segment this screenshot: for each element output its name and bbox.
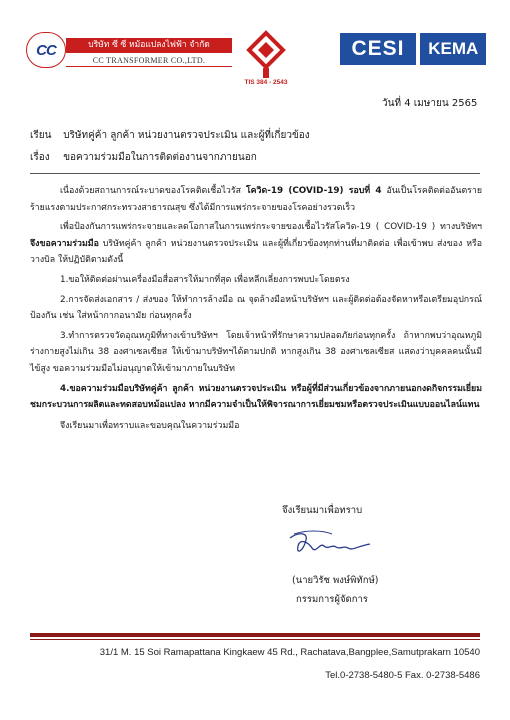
header-divider <box>30 173 480 174</box>
letter-date: วันที่ 4 เมษายน 2565 <box>382 98 478 109</box>
request-text-a: เพื่อป้องกันการแพร่กระจายและลดโอกาสในการแพร่กระจายของเชื้อไวรัสโควิด-19 ( COVID-19 ) ทางบริษัทฯ <box>60 222 482 233</box>
letter-body <box>30 183 482 437</box>
cesi-logo: CESI <box>340 33 416 65</box>
closing-line: จึงเรียนมาเพื่อทราบและขอบคุณในความร่วมมือ <box>60 420 240 431</box>
cc-logo <box>26 32 66 68</box>
tis-certification-mark-icon <box>246 30 286 82</box>
paragraph-intro <box>30 183 482 216</box>
handwritten-signature <box>286 528 374 562</box>
company-underline <box>66 66 232 67</box>
signer-name: (นายวิรัช พงษ์พิทักษ์) <box>292 575 379 586</box>
intro-text-a: เนื่องด้วยสถานการณ์ระบาดของโรคติดเชื้อไวรัส <box>60 186 246 196</box>
subject-value: ขอความร่วมมือในการติดต่องานจากภายนอก <box>63 152 257 163</box>
footer-address: 31/1 M. 15 Soi Ramapattana Kingkaew 45 Rd., Rachatava,Bangplee,Samutprakarn 10540 <box>99 647 480 658</box>
footer-rule-thick <box>30 633 480 637</box>
request-text-bold: จึงขอความร่วมมือ <box>30 238 99 249</box>
recipient-value: บริษัทคู่ค้า ลูกค้า หน่วยงานตรวจประเมิน และผู้ที่เกี่ยวข้อง <box>63 130 310 141</box>
tis-standard-number: TIS 384 - 2543 <box>244 79 288 86</box>
footer-phone-fax: Tel.0-2738-5480-5 Fax. 0-2738-5486 <box>325 670 480 681</box>
company-name-thai: บริษัท ซี ซี หม้อแปลงไฟฟ้า จำกัด <box>66 38 232 53</box>
intro-text-bold: โควิด-19 (COVID-19) รอบที่ 4 <box>245 186 382 196</box>
subject-line <box>30 150 257 165</box>
kema-lightning-icon <box>447 71 459 89</box>
list-item-1: 1.ขอให้ติดต่อผ่านเครื่องมือสื่อสารให้มากที่สุด เพื่อหลีกเลี่ยงการพบปะโดยตรง <box>60 274 350 285</box>
list-item-3: 3.ทำการตรวจวัดอุณหภูมิที่ทางเข้าบริษัทฯ โดยเจ้าหน้าที่รักษาความปลอดภัยก่อนทุกครั้ง ถ้าหากพบว่าอุณหภูมิร่างกายสูงไม่เกิน 38 องศาเซลเซียส ให้เข้ามาบริษัทฯได้ตามปกติ หากสูงเกิน 38 องศาเซลเซียส แสดงว่าบุคคลคนนั้นมีไข้สูง ขอความร่วมมือไม่อนุญาตให้เข้ามาภายในบริษัท <box>30 330 482 374</box>
subject-label: เรื่อง <box>30 152 50 163</box>
cc-logo-text: CC <box>36 41 56 59</box>
list-item-4 <box>30 381 482 414</box>
list-item-4-text: 4.ขอความร่วมมือบริษัทคู่ค้า ลูกค้า หน่วยงานตรวจประเมิน หรือผู้ที่มีส่วนเกี่ยวข้องจากภายนอกงดกิจกรรมเยี่ยมชมกระบวนการผลิตและทดสอบหม้อแปลง หากมีความจำเป็นให้พิจารณาการเยี่ยมชมหรือตรวจประเมินแบบออนไลน์แทน <box>30 383 482 411</box>
kema-logo <box>420 33 486 65</box>
list-item-2: 2.การจัดส่งเอกสาร / ส่งของ ให้ทำการล้างมือ ณ จุดล้างมือหน้าบริษัทฯ และผู้ติดต่อต้องจัดหาหรือเตรียมอุปกรณ์ป้องกัน เช่น ใส่หน้ากากอนามัย ก่อนทุกครั้ง <box>30 294 482 322</box>
request-text-c: บริษัทคู่ค้า ลูกค้า หน่วยงานตรวจประเมิน และผู้ที่เกี่ยวข้องทุกท่านที่มาติดต่อ เพื่อเข้าพบ ส่งของ หรือวางบิล ให้ปฏิบัติตามดังนี้ <box>30 238 482 266</box>
company-name-english: CC TRANSFORMER CO.,LTD. <box>92 56 206 65</box>
paragraph-request <box>30 219 482 269</box>
recipient-line <box>30 128 310 143</box>
signer-title: กรรมการผู้จัดการ <box>296 594 368 605</box>
kema-logo-text: KEMA <box>428 39 478 58</box>
footer-rule-thin <box>30 639 480 640</box>
recipient-label: เรียน <box>30 130 52 141</box>
intro-text-c: อันเป็นโรคติดต่ออันตรายร้ายแรงตามประกาศกระทรวงสาธารณสุข ซึ่งได้มีการแพร่กระจายของโรคอย่างรวดเร็ว <box>30 186 482 213</box>
sign-off: จึงเรียนมาเพื่อทราบ <box>282 505 363 516</box>
